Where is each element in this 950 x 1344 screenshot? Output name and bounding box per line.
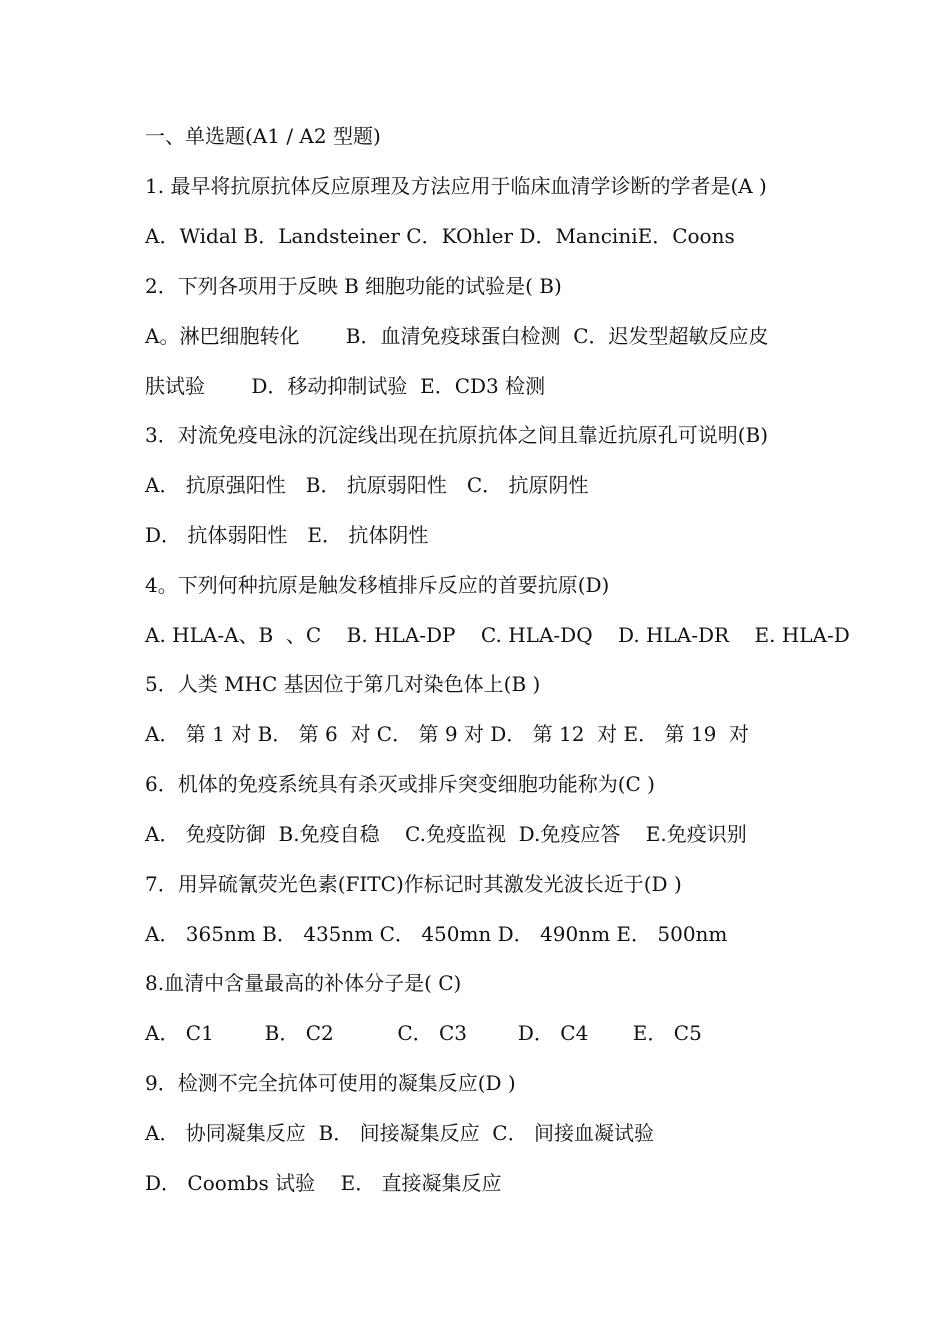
question-8: 8.血清中含量最高的补体分子是( C) <box>145 971 462 995</box>
question-3-options-cont: D． 抗体弱阳性 E． 抗体阴性 <box>145 523 429 547</box>
question-6-options: A． 免疫防御 B.免疫自稳 C.免疫监视 D.免疫应答 E.免疫识别 <box>145 822 747 846</box>
question-4: 4。下列何种抗原是触发移植排斥反应的首要抗原(D) <box>145 573 610 597</box>
question-5: 5．人类 MHC 基因位于第几对染色体上(B ) <box>145 672 541 696</box>
question-3-options: A． 抗原强阳性 B． 抗原弱阳性 C． 抗原阴性 <box>145 473 589 497</box>
question-8-options: A． C1 B． C2 C． C3 D． C4 E． C5 <box>145 1021 702 1045</box>
question-1-options: A．Widal B．Landsteiner C．KOhler D．ManciniE．Coons <box>145 224 735 248</box>
question-7-options: A． 365nm B． 435nm C． 450mn D． 490nm E． 500nm <box>145 922 728 946</box>
question-6: 6．机体的免疫系统具有杀灭或排斥突变细胞功能称为(C ) <box>145 772 655 796</box>
question-2-options-cont: 肤试验 D．移动抑制试验 E．CD3 检测 <box>145 374 546 398</box>
question-7: 7．用异硫氰荧光色素(FITC)作标记时其激发光波长近于(D ) <box>145 872 682 896</box>
question-3: 3．对流免疫电泳的沉淀线出现在抗原抗体之间且靠近抗原孔可说明(B) <box>145 423 769 447</box>
question-9-options-cont: D． Coombs 试验 E． 直接凝集反应 <box>145 1171 502 1195</box>
question-9-options: A． 协同凝集反应 B． 间接凝集反应 C． 间接血凝试验 <box>145 1121 654 1145</box>
question-1: 1. 最早将抗原抗体反应原理及方法应用于临床血清学诊断的学者是(A ) <box>145 174 767 198</box>
question-4-options: A. HLA-A、B 、C B. HLA-DP C. HLA-DQ D. HLA-DR E. HLA-D <box>145 623 850 647</box>
question-9: 9．检测不完全抗体可使用的凝集反应(D ) <box>145 1071 516 1095</box>
question-5-options: A． 第 1 对 B． 第 6 对 C． 第 9 对 D． 第 12 对 E． 第 19 对 <box>145 722 750 746</box>
question-2: 2．下列各项用于反映 B 细胞功能的试验是( B) <box>145 274 562 298</box>
question-2-options: A。淋巴细胞转化 B．血清免疫球蛋白检测 C．迟发型超敏反应皮 <box>145 324 769 348</box>
section-heading: 一、单选题(A1 / A2 型题) <box>145 124 381 148</box>
